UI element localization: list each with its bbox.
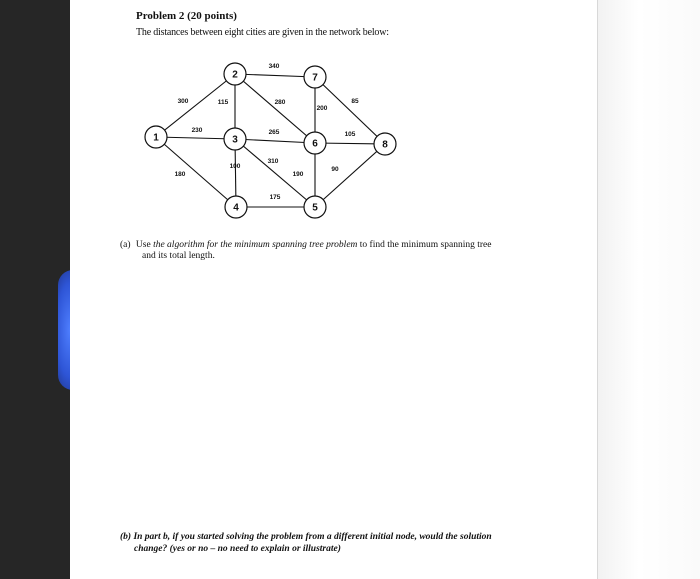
question-a-italic: the algorithm for the minimum spanning tree problem [153,240,358,250]
node-label: 1 [153,132,159,144]
question-a-text-3: and its total length. [142,251,215,261]
question-b-label: (b) [120,532,132,542]
node-label: 3 [232,134,238,146]
node-3 [224,128,246,150]
node-8 [374,133,396,155]
edge-weight-1-4: 180 [174,171,186,178]
edge-weight-6-8: 105 [344,131,356,138]
question-b-text-1: In part b, if you started solving the problem from a different initial node, would the solution [133,532,492,542]
edge-weight-7-8: 85 [351,98,359,105]
edge-1-3 [156,137,235,139]
node-label: 8 [382,139,388,151]
question-a-label: (a) [120,240,131,250]
problem-intro: The distances between eight cities are given in the network below: [136,27,389,38]
node-label: 2 [232,69,238,81]
document-page [70,0,598,579]
edge-weight-2-3: 115 [217,99,229,106]
question-a-text-1: Use [135,240,151,250]
edge-weight-3-5: 310 [267,158,279,165]
network-weights [175,63,359,201]
node-label: 7 [312,72,318,84]
node-label: 4 [233,202,239,214]
network-edges [156,74,385,207]
edge-8-5 [315,144,385,207]
question-b [120,531,560,555]
node-7 [304,66,326,88]
node-1 [145,126,167,148]
edge-weight-8-5: 90 [331,166,339,173]
edge-weight-3-4: 100 [229,163,241,170]
question-a [120,240,540,262]
edge-weight-3-6: 265 [268,129,280,136]
node-label: 5 [312,202,318,214]
edge-2-7 [235,74,315,77]
node-6 [304,132,326,154]
node-label: 6 [312,138,318,150]
question-a-text-2: to find the minimum spanning tree [359,240,492,250]
network-diagram [70,0,598,240]
node-2 [224,63,246,85]
question-b-text-2: change? (yes or no – no need to explain or illustrate) [134,544,341,554]
problem-title: Problem 2 (20 points) [136,10,237,22]
node-4 [225,196,247,218]
edge-weight-6-5: 190 [292,171,304,178]
edge-weight-2-7: 340 [268,63,280,70]
edge-weight-2-6: 280 [274,99,286,106]
edge-weight-1-2: 300 [177,98,189,105]
node-5 [304,196,326,218]
right-background [598,0,700,579]
edge-weight-7-6: 200 [316,105,328,112]
edge-1-4 [156,134,238,207]
edge-3-6 [235,139,315,143]
edge-weight-4-5: 175 [269,194,281,201]
edge-weight-1-3: 230 [191,127,203,134]
